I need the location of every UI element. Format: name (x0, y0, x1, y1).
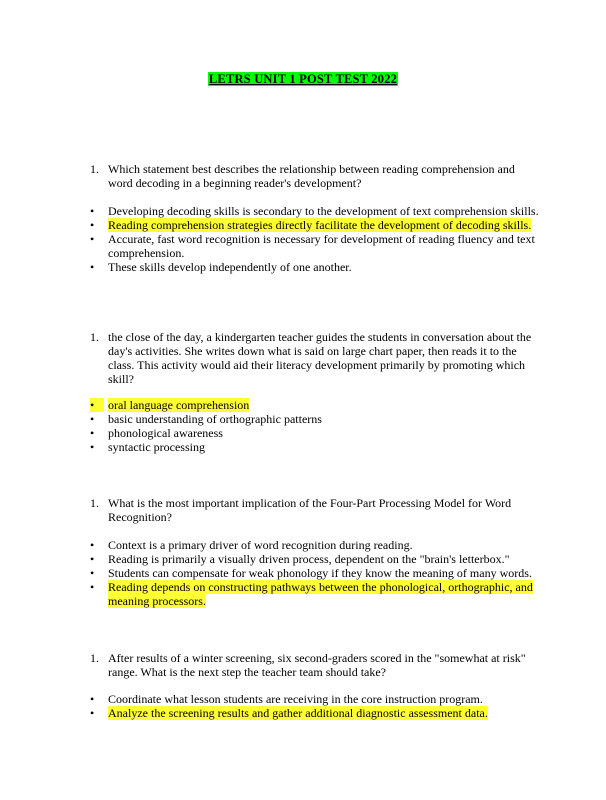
bullet-icon: • (90, 204, 95, 218)
highlighted-answer-text: oral language comprehension (108, 398, 250, 412)
option-text: Coordinate what lesson students are receiving in the core instruction program. (108, 692, 483, 706)
question-1-options (90, 204, 550, 274)
bullet-icon: • (90, 398, 104, 412)
question-3 (90, 496, 540, 524)
question-number: 1. (90, 496, 99, 510)
option-text: syntactic processing (108, 440, 205, 454)
bullet-icon: • (90, 232, 95, 246)
highlighted-answer-text: Reading comprehension strategies directly facilitate the development of decoding skills. (108, 218, 532, 232)
question-2 (90, 330, 540, 386)
option-text: basic understanding of orthographic patterns (108, 412, 322, 426)
bullet-icon: • (90, 260, 95, 274)
question-text: What is the most important implication of the Four-Part Processing Model for Word Recognition? (108, 496, 512, 524)
question-text: the close of the day, a kindergarten teacher guides the students in conversation about the day's activities. She writes down what is said on large chart paper, then reads it to the class. This activity would aid their literacy development primarily by promoting which skill? (108, 330, 532, 386)
option-answer (90, 218, 550, 232)
question-text: Which statement best describes the relationship between reading comprehension and word decoding in a beginning reader's development? (108, 162, 515, 190)
title-text: LETRS UNIT 1 POST TEST 2022 (208, 72, 398, 86)
option (90, 566, 550, 580)
bullet-icon: • (90, 706, 95, 720)
option-text: Students can compensate for weak phonology if they know the meaning of many words. (108, 566, 532, 580)
question-1 (90, 162, 540, 190)
question-number: 1. (90, 330, 99, 344)
option (90, 440, 550, 454)
question-number: 1. (90, 651, 99, 665)
option (90, 260, 550, 274)
question-4 (90, 651, 540, 679)
option-text: phonological awareness (108, 426, 223, 440)
option (90, 538, 550, 552)
option-text: Developing decoding skills is secondary to the development of text comprehension skills. (108, 204, 539, 218)
bullet-icon: • (90, 412, 95, 426)
option (90, 232, 550, 260)
bullet-icon: • (90, 566, 95, 580)
question-3-options (90, 538, 550, 608)
bullet-icon: • (90, 440, 95, 454)
option-text: Accurate, fast word recognition is necessary for development of reading fluency and text comprehension. (108, 232, 535, 260)
question-2-options (90, 398, 550, 454)
option-answer (90, 580, 550, 608)
option (90, 426, 550, 440)
option-answer (90, 706, 550, 720)
question-number: 1. (90, 162, 99, 176)
option (90, 412, 550, 426)
bullet-icon: • (90, 580, 95, 594)
highlighted-answer-text: Analyze the screening results and gather additional diagnostic assessment data. (108, 706, 488, 720)
bullet-icon: • (90, 538, 95, 552)
option-text: Reading is primarily a visually driven process, dependent on the "brain's letterbox." (108, 552, 510, 566)
bullet-icon: • (90, 692, 95, 706)
highlighted-answer-text: Reading depends on constructing pathways between the phonological, orthographic, and meaning processors. (108, 580, 533, 608)
question-4-options (90, 692, 550, 720)
option-text: These skills develop independently of one another. (108, 260, 352, 274)
document-title (0, 72, 606, 86)
question-text: After results of a winter screening, six second-graders scored in the "somewhat at risk" range. What is the next step the teacher team should take? (108, 651, 526, 679)
bullet-icon: • (90, 426, 95, 440)
option (90, 692, 550, 706)
option-text: Context is a primary driver of word recognition during reading. (108, 538, 413, 552)
bullet-icon: • (90, 218, 95, 232)
option (90, 552, 550, 566)
option (90, 204, 550, 218)
bullet-icon: • (90, 552, 95, 566)
option-answer (90, 398, 550, 412)
